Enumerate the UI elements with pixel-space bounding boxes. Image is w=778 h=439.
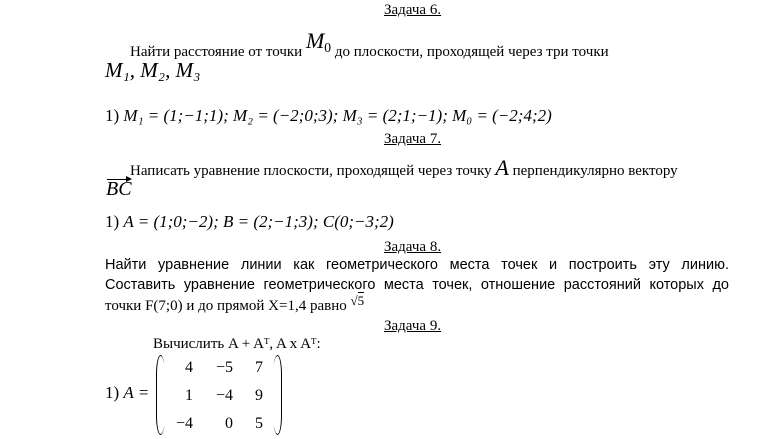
task7-equation: A = (1;0;−2); B = (2;−1;3); C(0;−3;2) [123, 212, 394, 231]
task6-equation-line [105, 106, 552, 126]
task9-matrix-label-line [105, 383, 149, 403]
task7-vector: BC [106, 178, 132, 200]
matrix-cell: 5 [255, 415, 263, 432]
matrix-cell: 0 [225, 415, 233, 432]
task8-title: Задача 8. [384, 239, 442, 255]
task8-line3 [105, 293, 365, 315]
task6-intro-rest: до плоскости, проходящей через три точки [334, 44, 609, 60]
task6-equation: M₁ = (1;−1;1); M₂ = (−2;0;3); M₃ = (2;1;−1); M₀ = (−2;4;2) [123, 106, 552, 125]
task6-points-list: M₁, M₂, M₃ [105, 58, 201, 82]
matrix-cell: 4 [185, 359, 193, 376]
sqrt-expression: √5 [350, 293, 365, 308]
task7-num: 1) [105, 212, 120, 231]
task7-point: A [495, 155, 509, 180]
task9-prompt: Вычислить A + Aᵀ, A x Aᵀ: [153, 336, 321, 352]
task7-intro-rest: перпендикулярно вектору [512, 163, 678, 179]
task6-point: $M_0$ [305, 28, 332, 56]
task7-intro [130, 155, 678, 181]
matrix-cell: −4 [215, 387, 233, 404]
matrix-right-bracket [273, 355, 282, 435]
task6-intro [130, 28, 609, 64]
task7-equation-line [105, 212, 394, 232]
task8-line3-text: точки F(7;0) и до прямой X=1,4 равно [105, 298, 347, 314]
task6-num: 1) [105, 106, 120, 125]
matrix-cell: −4 [175, 415, 193, 432]
matrix-cell: 7 [255, 359, 263, 376]
matrix-cell: −5 [215, 359, 233, 376]
task8-line1: Найти уравнение линии как геометрического места точек и построить эту линию. [105, 257, 729, 273]
task7-intro-text: Написать уравнение плоскости, проходящей через точку [130, 163, 492, 179]
task6-title: Задача 6. [384, 2, 442, 18]
matrix-left-bracket [156, 355, 165, 435]
matrix-cell: 9 [255, 387, 263, 404]
matrix-cell: 1 [185, 387, 193, 404]
task9-title: Задача 9. [384, 318, 442, 334]
matrix-cells [165, 355, 273, 435]
task8-line2: Составить уравнение геометрического места точек, отношение расстояний которых до [105, 277, 729, 293]
task9-num: 1) [105, 383, 120, 402]
task7-title: Задача 7. [384, 131, 442, 147]
task6-intro-text: Найти расстояние от точки [130, 44, 303, 60]
task9-matrix-label: A = [123, 383, 150, 402]
matrix-a [156, 355, 282, 435]
